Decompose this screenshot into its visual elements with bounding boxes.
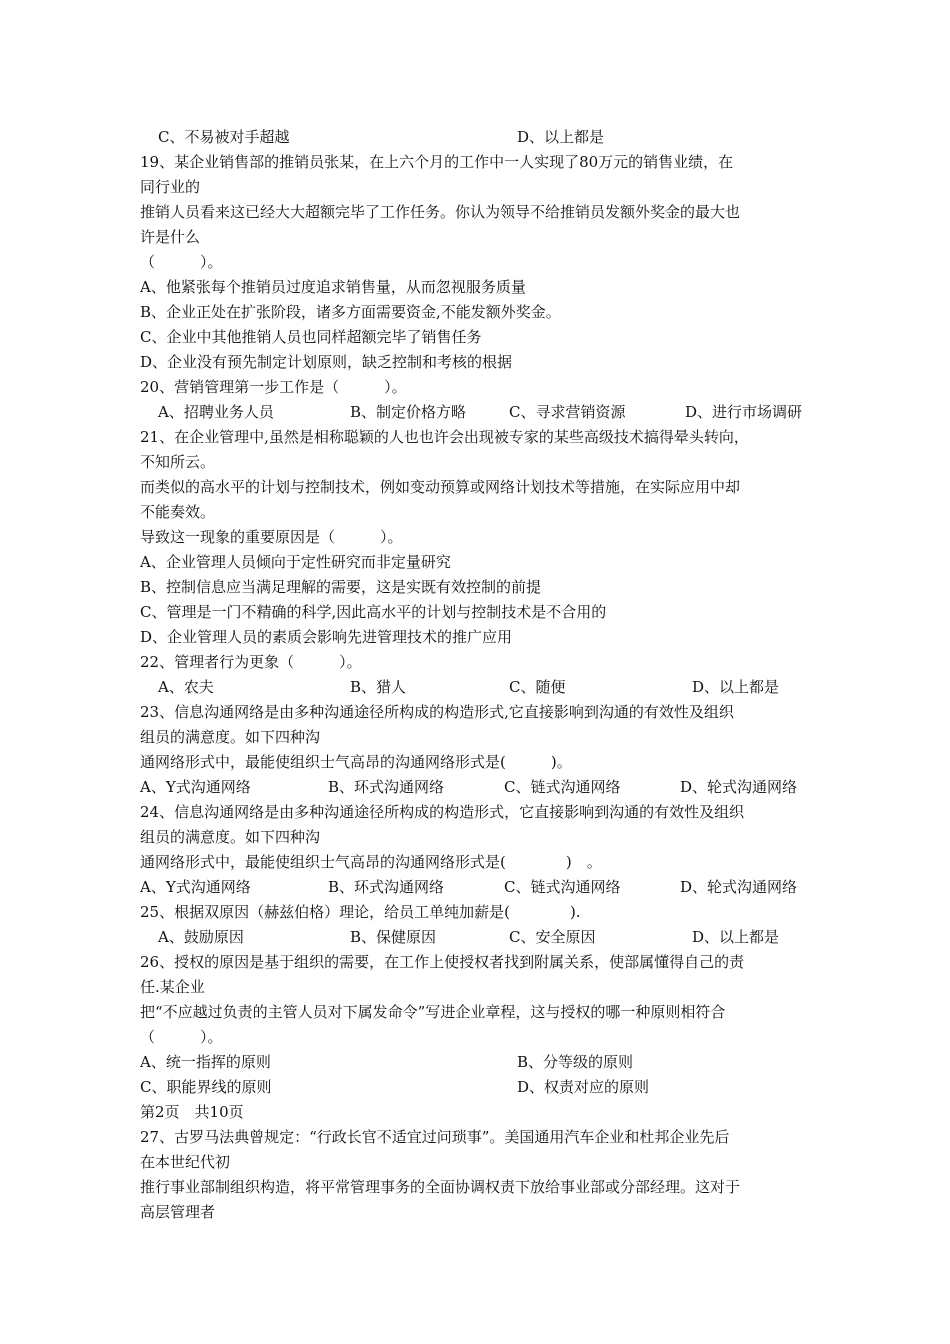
page-number: 第2页 共10页 (140, 1103, 244, 1121)
text-line: B、环式沟通网络 (328, 778, 445, 796)
text-line: B、保健原因 (350, 928, 437, 946)
text-line: （ ）。 (140, 1028, 223, 1046)
text-line: C、不易被对手超越 (158, 128, 290, 146)
text-line: A、统一指挥的原则 (140, 1053, 271, 1071)
text-line: 22、管理者行为更象（ ）。 (140, 653, 362, 671)
text-line: B、分等级的原则 (517, 1053, 634, 1071)
text-line: C、链式沟通网络 (504, 778, 621, 796)
text-line: C、职能界线的原则 (140, 1078, 272, 1096)
text-line: 许是什么 (140, 228, 201, 246)
text-line: 不知所云。 (140, 453, 216, 471)
text-line: 通网络形式中，最能使组织士气高昂的沟通网络形式是( )。 (140, 753, 572, 771)
text-line: 组员的满意度。如下四种沟 (140, 828, 321, 846)
text-line: 25、根据双原因（赫兹伯格）理论，给员工单纯加薪是( ). (140, 903, 581, 921)
text-line: 20、营销管理第一步工作是（ ）。 (140, 378, 407, 396)
text-line: B、制定价格方略 (350, 403, 467, 421)
text-line: 19、某企业销售部的推销员张某，在上六个月的工作中一人实现了80万元的销售业绩，在 (140, 153, 734, 171)
text-line: 23、信息沟通网络是由多种沟通途径所构成的构造形式,它直接影响到沟通的有效性及组织 (140, 703, 734, 721)
text-line: 组员的满意度。如下四种沟 (140, 728, 321, 746)
text-line: D、以上都是 (517, 128, 605, 146)
text-line: A、招聘业务人员 (158, 403, 274, 421)
text-line: D、以上都是 (692, 928, 780, 946)
text-line: 推行事业部制组织构造，将平常管理事务的全面协调权责下放给事业部或分部经理。这对于 (140, 1178, 741, 1196)
text-line: 21、在企业管理中,虽然是相称聪颖的人也也许会出现被专家的某些高级技术搞得晕头转向， (140, 428, 749, 446)
text-line: D、以上都是 (692, 678, 780, 696)
text-line: A、他紧张每个推销员过度追求销售量，从而忽视服务质量 (140, 278, 526, 296)
text-line: 27、古罗马法典曾规定：“行政长官不适宜过问琐事”。美国通用汽车企业和杜邦企业先后 (140, 1128, 730, 1146)
text-line: B、控制信息应当满足理解的需要，这是实既有效控制的前提 (140, 578, 542, 596)
text-line: 不能奏效。 (140, 503, 216, 521)
text-line: 24、信息沟通网络是由多种沟通途径所构成的构造形式，它直接影响到沟通的有效性及组织 (140, 803, 745, 821)
text-line: B、企业正处在扩张阶段，诸多方面需要资金,不能发额外奖金。 (140, 303, 561, 321)
text-line: B、猎人 (350, 678, 407, 696)
text-line: A、鼓励原因 (158, 928, 244, 946)
text-line: （ ）。 (140, 253, 223, 271)
text-line: A、农夫 (158, 678, 214, 696)
text-line: C、寻求营销资源 (509, 403, 626, 421)
text-line: D、轮式沟通网络 (680, 778, 798, 796)
text-line: D、进行市场调研 (685, 403, 803, 421)
text-line: 而类似的高水平的计划与控制技术，例如变动预算或网络计划技术等措施，在实际应用中却 (140, 478, 741, 496)
text-line: D、轮式沟通网络 (680, 878, 798, 896)
text-line: 任.某企业 (140, 978, 205, 996)
text-line: C、链式沟通网络 (504, 878, 621, 896)
text-line: 在本世纪代初 (140, 1153, 231, 1171)
text-line: B、环式沟通网络 (328, 878, 445, 896)
text-line: C、企业中其他推销人员也同样超额完毕了销售任务 (140, 328, 482, 346)
text-line: 高层管理者 (140, 1203, 216, 1221)
text-line: D、企业没有预先制定计划原则，缺乏控制和考核的根据 (140, 353, 513, 371)
text-line: C、随便 (509, 678, 566, 696)
text-line: 通网络形式中，最能使组织士气高昂的沟通网络形式是( ) 。 (140, 853, 602, 871)
text-line: 26、授权的原因是基于组织的需要，在工作上使授权者找到附属关系，使部属懂得自己的责 (140, 953, 745, 971)
text-line: C、安全原因 (509, 928, 596, 946)
text-line: 把“不应越过负责的主管人员对下属发命令”写进企业章程，这与授权的哪一种原则相符合 (140, 1003, 726, 1021)
text-line: 同行业的 (140, 178, 201, 196)
text-line: 推销人员看来这已经大大超额完毕了工作任务。你认为领导不给推销员发额外奖金的最大也 (140, 203, 741, 221)
text-line: D、权责对应的原则 (517, 1078, 650, 1096)
text-line: C、管理是一门不精确的科学,因此高水平的计划与控制技术是不合用的 (140, 603, 607, 621)
text-line: A、企业管理人员倾向于定性研究而非定量研究 (140, 553, 451, 571)
text-line: A、Y式沟通网络 (140, 778, 251, 796)
text-line: A、Y式沟通网络 (140, 878, 251, 896)
text-line: D、企业管理人员的素质会影响先进管理技术的推广应用 (140, 628, 513, 646)
text-line: 导致这一现象的重要原因是（ ）。 (140, 528, 403, 546)
